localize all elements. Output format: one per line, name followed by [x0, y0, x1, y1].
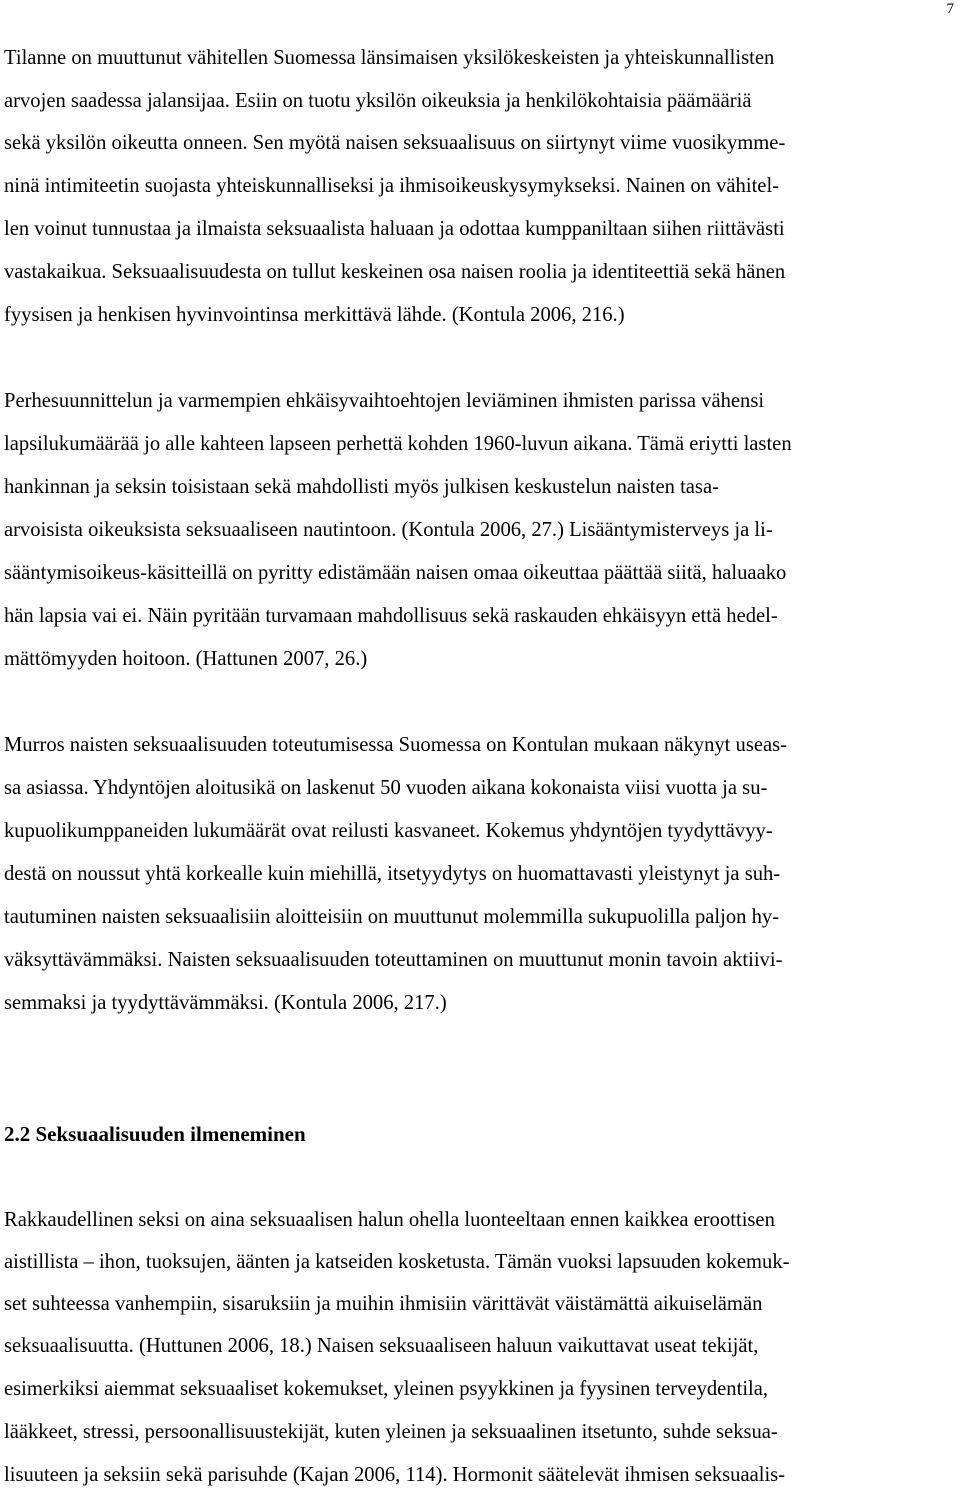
text-line: lapsilukumäärää jo alle kahteen lapseen perhettä kohden 1960-luvun aikana. Tämä eriytti lasten — [4, 433, 792, 455]
text-line: arvojen saadessa jalansijaa. Esiin on tuotu yksilön oikeuksia ja henkilökohtaisia päämääriä — [4, 90, 752, 112]
text-line: lääkkeet, stressi, persoonallisuustekijät, kuten yleinen ja seksuaalinen itsetunto, suhde seksua- — [4, 1421, 778, 1443]
text-line: esimerkiksi aiemmat seksuaaliset kokemukset, yleinen psyykkinen ja fyysinen terveydentila, — [4, 1378, 769, 1400]
text-line: sekä yksilön oikeutta onneen. Sen myötä naisen seksuaalisuus on siirtynyt viime vuosikymme- — [4, 132, 786, 154]
text-line: mättömyyden hoitoon. (Hattunen 2007, 26.) — [4, 648, 368, 670]
text-line: hankinnan ja seksin toisistaan sekä mahdollisti myös julkisen keskustelun naisten tasa- — [4, 476, 719, 498]
text-line: ninä intimiteetin suojasta yhteiskunnalliseksi ja ihmisoikeuskysymykseksi. Nainen on vähitel- — [4, 175, 780, 197]
text-line: len voinut tunnustaa ja ilmaista seksuaalista haluaan ja odottaa kumppaniltaan siihen riittävästi — [4, 218, 785, 240]
text-line: tautuminen naisten seksuaalisiin aloitteisiin on muuttunut molemmilla sukupuolilla paljon hy- — [4, 906, 780, 928]
text-line: hän lapsia vai ei. Näin pyritään turvamaan mahdollisuus sekä raskauden ehkäisyyn että hedel- — [4, 605, 778, 627]
text-line: sa asiassa. Yhdyntöjen aloitusikä on laskenut 50 vuoden aikana kokonaista viisi vuotta ja su- — [4, 777, 768, 799]
text-line: Perhesuunnittelun ja varmempien ehkäisyvaihtoehtojen leviäminen ihmisten parissa vähensi — [4, 390, 765, 412]
text-line: Murros naisten seksuaalisuuden toteutumisessa Suomessa on Kontulan mukaan näkynyt useas- — [4, 734, 788, 756]
text-line: set suhteessa vanhempiin, sisaruksiin ja muihin ihmisiin värittävät väistämättä aikuiselämän — [4, 1293, 763, 1315]
text-line: kupuolikumppaneiden lukumäärät ovat reilusti kasvaneet. Kokemus yhdyntöjen tyydyttävyy- — [4, 820, 773, 842]
text-line: aistillista – ihon, tuoksujen, äänten ja katseiden kosketusta. Tämän vuoksi lapsuuden kokemuk- — [4, 1251, 790, 1273]
text-line: fyysisen ja henkisen hyvinvointinsa merkittävä lähde. (Kontula 2006, 216.) — [4, 304, 625, 326]
section-heading: 2.2 Seksuaalisuuden ilmeneminen — [4, 1122, 306, 1146]
text-line: väksyttävämmäksi. Naisten seksuaalisuuden toteuttaminen on muuttunut monin tavoin aktiivi- — [4, 949, 783, 971]
text-line: destä on noussut yhtä korkealle kuin miehillä, itsetyydytys on huomattavasti yleistynyt ja suh- — [4, 863, 781, 885]
text-line: seksuaalisuutta. (Huttunen 2006, 18.) Naisen seksuaaliseen haluun vaikuttavat useat tekijät, — [4, 1335, 759, 1357]
text-line: lisuuteen ja seksiin sekä parisuhde (Kajan 2006, 114). Hormonit säätelevät ihmisen seksuaalis- — [4, 1464, 786, 1486]
text-line: arvoisista oikeuksista seksuaaliseen nautintoon. (Kontula 2006, 27.) Lisääntymisterveys ja li- — [4, 519, 773, 541]
text-line: vastakaikua. Seksuaalisuudesta on tullut keskeinen osa naisen roolia ja identiteettiä sekä hänen — [4, 261, 786, 283]
text-line: semmaksi ja tyydyttävämmäksi. (Kontula 2006, 217.) — [4, 992, 447, 1014]
text-line: Tilanne on muuttunut vähitellen Suomessa länsimaisen yksilökeskeisten ja yhteiskunnallisten — [4, 47, 775, 69]
text-line: Rakkaudellinen seksi on aina seksuaalisen halun ohella luonteeltaan ennen kaikkea eroottisen — [4, 1209, 775, 1231]
page-number: 7 — [946, 1, 954, 17]
text-line: sääntymisoikeus-käsitteillä on pyritty edistämään naisen omaa oikeuttaa päättää siitä, haluaako — [4, 562, 787, 584]
